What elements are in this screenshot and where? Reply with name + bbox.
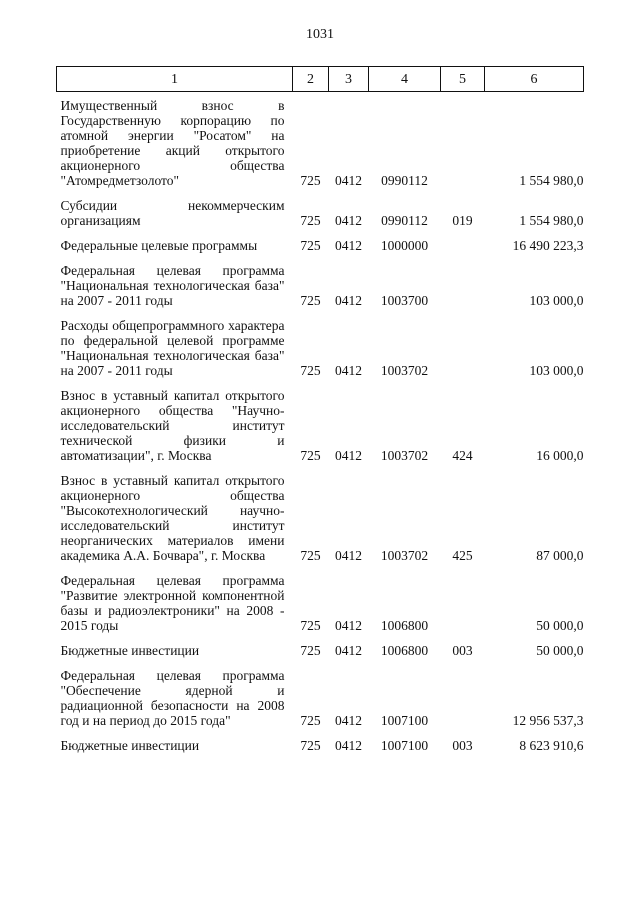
column-header-1: 1 — [57, 67, 293, 92]
row-name: Имущественный взнос в Государственную корпорацию по атомной энергии "Росатом" на приобретение акций открытого акционерного общества "Атомредметзолото" — [60, 98, 285, 188]
row-col-2: 725 — [300, 173, 321, 188]
table-row — [57, 308, 584, 378]
row-col-3: 0412 — [335, 618, 362, 633]
row-col-5 — [441, 228, 485, 253]
row-name: Взнос в уставный капитал открытого акционерного общества "Высокотехнологический научно-исследовательский институт неорганических материалов имени академика А.А. Бочвара", г. Москва — [60, 473, 285, 563]
row-col-4: 0990112 — [381, 213, 428, 228]
row-col-2: 725 — [300, 448, 321, 463]
row-col-4: 1003700 — [380, 293, 429, 308]
row-col-2: 725 — [300, 363, 321, 378]
row-amount: 1 554 980,0 — [519, 173, 584, 188]
row-col-2: 725 — [300, 643, 321, 658]
row-col-2: 725 — [300, 213, 321, 228]
row-col-5 — [441, 92, 485, 189]
table-row — [57, 563, 584, 633]
row-col-3: 0412 — [335, 173, 362, 188]
row-col-4: 0990112 — [381, 173, 428, 188]
budget-table — [56, 66, 584, 753]
row-name: Федеральная целевая программа "Национальная технологическая база" на 2007 - 2011 годы — [60, 263, 285, 308]
table-row — [57, 378, 584, 463]
row-col-4: 1007100 — [380, 713, 429, 728]
row-name: Расходы общепрограммного характера по федеральной целевой программе "Национальная технологическая база" на 2007 - 2011 годы — [60, 318, 285, 378]
row-col-2: 725 — [300, 293, 321, 308]
row-amount: 16 490 223,3 — [512, 238, 584, 253]
table-row — [57, 463, 584, 563]
row-col-3: 0412 — [335, 448, 362, 463]
row-col-3: 0412 — [335, 738, 362, 753]
column-header-2: 2 — [293, 67, 329, 92]
column-header-3: 3 — [329, 67, 369, 92]
row-col-5: 425 — [452, 548, 473, 563]
row-col-5 — [441, 658, 485, 728]
row-col-5 — [441, 253, 485, 308]
row-amount: 87 000,0 — [536, 548, 584, 563]
row-col-2: 725 — [300, 713, 321, 728]
row-col-4: 1003702 — [380, 363, 429, 378]
row-name: Федеральная целевая программа "Обеспечение ядерной и радиационной безопасности на 2008 год и на период до 2015 года" — [60, 668, 285, 728]
row-col-4: 1000000 — [380, 238, 429, 253]
row-col-4: 1006800 — [380, 618, 429, 633]
column-header-6: 6 — [485, 67, 584, 92]
row-amount: 16 000,0 — [536, 448, 584, 463]
row-amount: 12 956 537,3 — [512, 713, 584, 728]
row-name: Взнос в уставный капитал открытого акционерного общества "Научно-исследовательский институт технической физики и автоматизации", г. Москва — [60, 388, 285, 463]
table-row — [57, 728, 584, 753]
row-col-2: 725 — [300, 618, 321, 633]
row-amount: 50 000,0 — [536, 618, 584, 633]
row-amount: 50 000,0 — [536, 643, 584, 658]
row-name: Федеральная целевая программа "Развитие электронной компонентной базы и радиоэлектроники" на 2008 - 2015 годы — [60, 573, 285, 633]
row-col-2: 725 — [300, 738, 321, 753]
row-col-4: 1003702 — [380, 448, 429, 463]
row-col-2: 725 — [300, 238, 321, 253]
table-row — [57, 658, 584, 728]
row-col-5 — [441, 308, 485, 378]
page-number: 1031 — [306, 27, 334, 42]
row-col-5: 003 — [452, 643, 473, 658]
row-col-3: 0412 — [335, 643, 362, 658]
row-col-3: 0412 — [335, 238, 362, 253]
table-row — [57, 228, 584, 253]
row-amount: 103 000,0 — [529, 293, 584, 308]
row-col-2: 725 — [300, 548, 321, 563]
row-name: Бюджетные инвестиции — [60, 643, 200, 658]
row-amount: 1 554 980,0 — [519, 213, 584, 228]
table-header — [57, 67, 584, 92]
row-col-5: 424 — [452, 448, 473, 463]
row-col-4: 1003702 — [380, 548, 429, 563]
column-header-5: 5 — [441, 67, 485, 92]
table-row — [57, 253, 584, 308]
row-col-3: 0412 — [335, 548, 362, 563]
column-header-4: 4 — [369, 67, 441, 92]
row-col-5 — [441, 563, 485, 633]
row-name: Бюджетные инвестиции — [60, 738, 200, 753]
row-col-4: 1007100 — [380, 738, 429, 753]
table-row — [57, 92, 584, 189]
row-amount: 8 623 910,6 — [519, 738, 584, 753]
row-name: Федеральные целевые программы — [60, 238, 258, 253]
row-col-5: 003 — [452, 738, 473, 753]
row-col-4: 1006800 — [380, 643, 429, 658]
row-col-3: 0412 — [335, 213, 362, 228]
table-row — [57, 188, 584, 228]
row-col-5: 019 — [452, 213, 473, 228]
row-col-3: 0412 — [335, 713, 362, 728]
table-row — [57, 633, 584, 658]
row-col-3: 0412 — [335, 293, 362, 308]
row-amount: 103 000,0 — [529, 363, 584, 378]
row-name: Субсидии некоммерческим организациям — [60, 198, 285, 228]
row-col-3: 0412 — [335, 363, 362, 378]
